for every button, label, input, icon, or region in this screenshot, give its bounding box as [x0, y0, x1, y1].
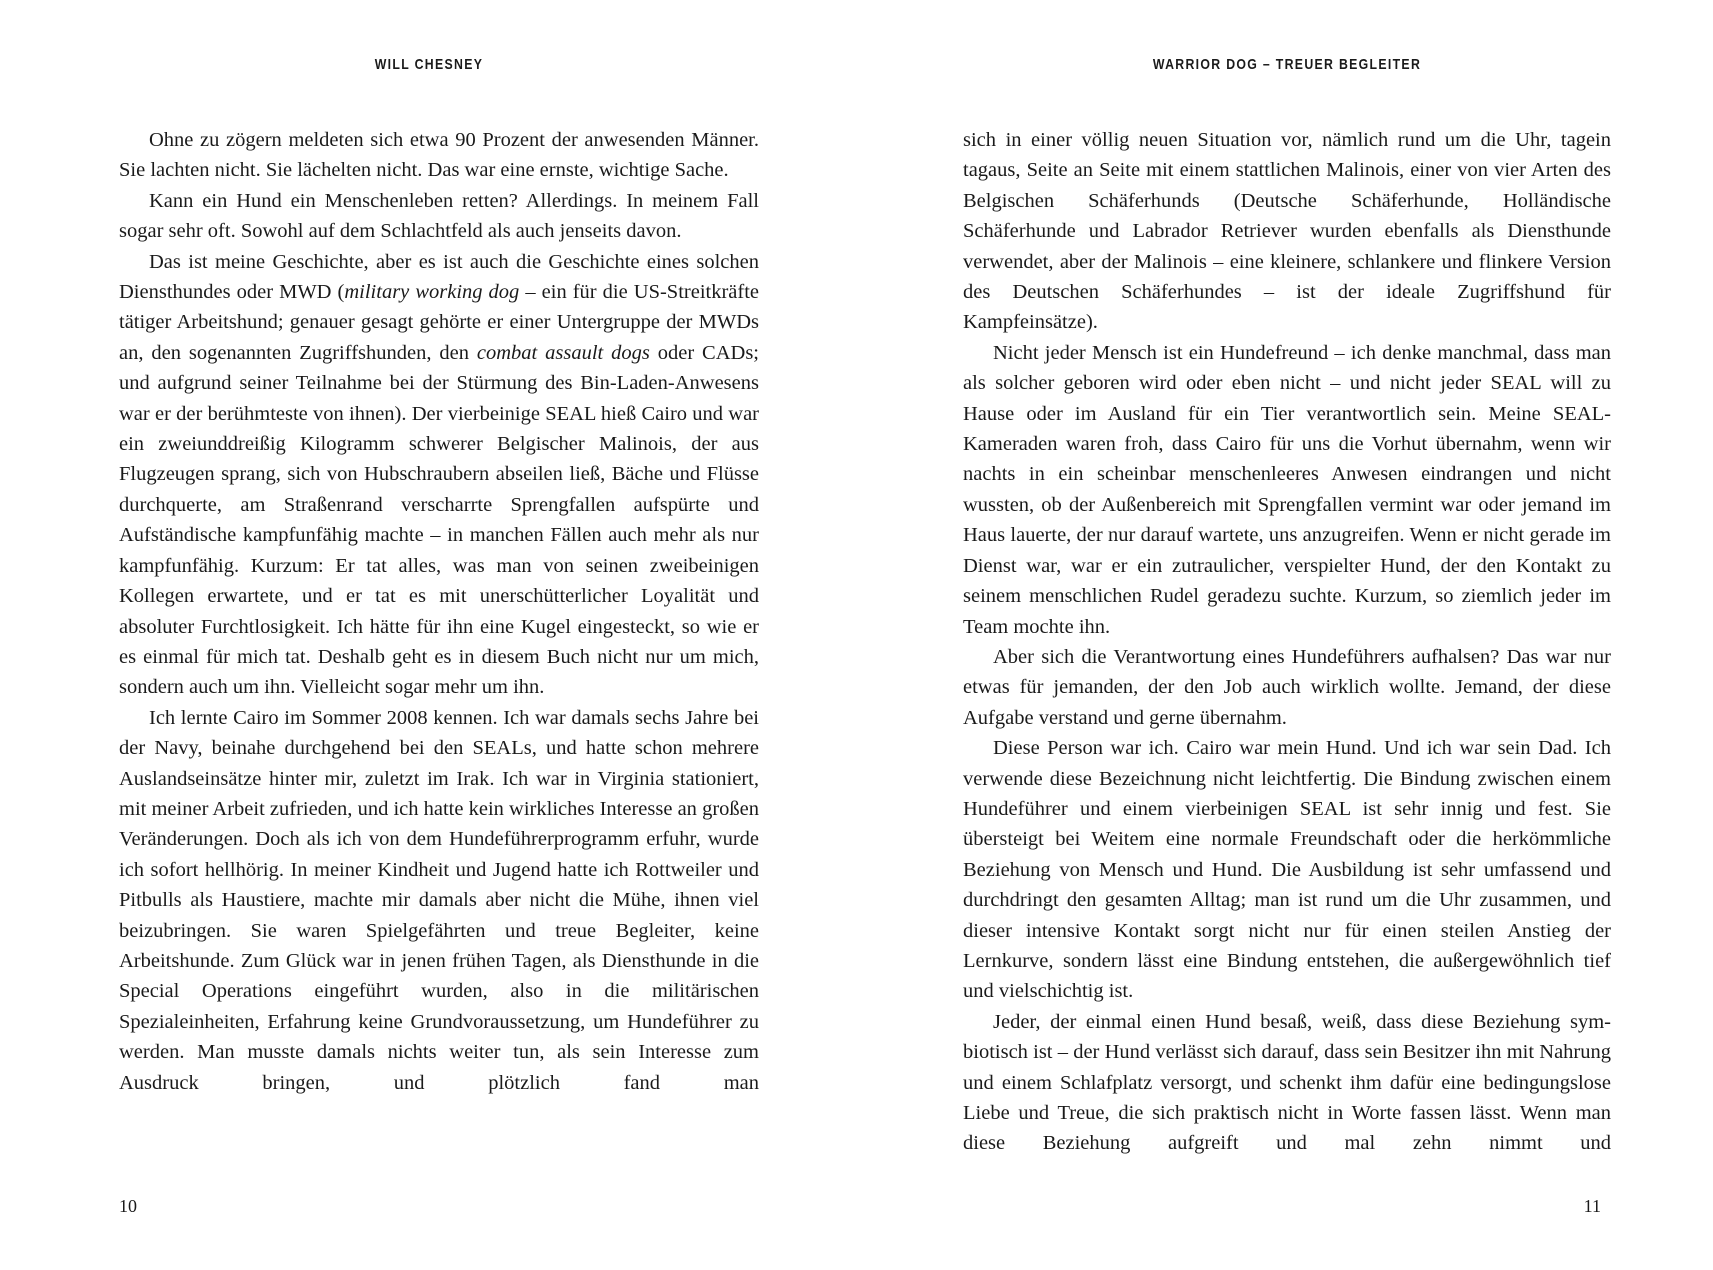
- paragraph: Jeder, der einmal einen Hund besaß, weiß, dass diese Beziehung symbiotisch ist – der Hund verlässt sich darauf, dass sein Besitzer ihn mit Nahrung und einem Schlafplatz versorgt, und schenkt ihm dafür eine bedingungslose Liebe und Treue, die sich praktisch nicht in Worte fassen lässt. Wenn man diese Beziehung aufgreift und mal zehn nimmt und: [963, 1010, 1611, 1155]
- paragraph-text: Das ist meine Geschichte, aber es ist auch die Geschichte eines solchen Diensthundes oder MWD (: [119, 250, 759, 304]
- page-number: 10: [119, 1196, 137, 1216]
- paragraph: Ohne zu zögern meldeten sich etwa 90 Prozent der anwesenden Männer. Sie lachten nicht. Sie lächelten nicht. Das war eine ernste, wichtige Sache.: [119, 129, 759, 182]
- right-page: [963, 0, 1611, 1270]
- page-number: 11: [1583, 1196, 1601, 1216]
- running-head-author: WILL CHESNEY: [374, 56, 484, 73]
- left-page-body: [119, 125, 759, 1098]
- paragraph: Ich lernte Cairo im Sommer 2008 kennen. Ich war damals sechs Jahre bei der Navy, beinahe durchgehend bei den SEALs, und hatte schon mehrere Auslandseinsätze hinter mir, zuletzt im Irak. Ich war in Virginia stationiert, mit meiner Arbeit zufrieden, und ich hatte kein wirkliches Interesse an großen Veränderungen. Doch als ich von dem Hundeführerprogramm erfuhr, wurde ich sofort hellhörig. In meiner Kindheit und Jugend hatte ich Rottweiler und Pitbulls als Haustiere, machte mir damals aber nicht die Mühe, ihnen viel beizubringen. Sie waren Spielgefährten und treue Begleiter, keine Arbeitshunde. Zum Glück war in jenen frühen Tagen, als Diensthunde in die Special Operations eingeführt wurden, also in die militärischen Spezialeinheiten, Erfahrung keine Grundvoraussetzung, um Hundeführer zu werden. Man musste damals nichts weiter tun, als sein Interesse zum Ausdruck bringen, und plötzlich fand man: [119, 706, 759, 1094]
- left-page: [119, 0, 759, 1270]
- right-page-body: [963, 125, 1611, 1159]
- paragraph: Nicht jeder Mensch ist ein Hundefreund – ich denke manchmal, dass man als solcher geboren wird oder eben nicht – und nicht jeder SEAL will zu Hause oder im Ausland für ein Tier verantwortlich sein. Meine SEAL-Kameraden waren froh, dass Cairo für uns die Vorhut übernahm, wenn wir nachts in ein scheinbar menschenleeres Anwesen eindrangen und nicht wussten, ob der Außenbereich mit Sprengfallen vermint war oder jemand im Haus lauerte, der nur darauf wartete, uns anzugreifen. Wenn er nicht gerade im Dienst war, war er ein zutraulicher, verspielter Hund, der den Kontakt zu seinem menschlichen Rudel geradezu suchte. Kurzum, so ziemlich jeder im Team mochte ihn.: [963, 341, 1611, 638]
- paragraph: [119, 247, 759, 703]
- italic-term: combat assault dogs: [476, 341, 650, 364]
- running-head-title: WARRIOR DOG – TREUER BEGLEITER: [1152, 56, 1422, 73]
- paragraph: Diese Person war ich. Cairo war mein Hund. Und ich war sein Dad. Ich verwende diese Bezeichnung nicht leichtfertig. Die Bindung zwischen einem Hundeführer und einem vierbeinigen SEAL ist sehr innig und fest. Sie übersteigt bei Weitem eine normale Freundschaft oder die herkömmliche Beziehung von Mensch und Hund. Die Ausbildung ist sehr umfassend und durchdringt den gesamten Alltag; man ist rund um die Uhr zusammen, und dieser intensive Kontakt sorgt nicht nur für einen steilen Anstieg der Lernkurve, sondern lässt eine Bindung entstehen, die außergewöhnlich tief und vielschichtig ist.: [963, 737, 1611, 1003]
- paragraph: Aber sich die Verantwortung eines Hundeführers aufhalsen? Das war nur etwas für jemanden, der den Job auch wirklich wollte. Jemand, der diese Aufgabe verstand und gerne übernahm.: [963, 645, 1611, 729]
- paragraph-text: oder CADs; und aufgrund seiner Teilnahme bei der Stürmung des Bin-Laden-Anwesens war er der berühmteste von ihnen). Der vierbeinige SEAL hieß Cairo und war ein zweiunddreißig Kilogramm schwerer Belgischer Malinois, der aus Flugzeugen sprang, sich von Hubschraubern abseilen ließ, Bäche und Flüsse durchquerte, am Straßenrand verscharrte Sprengfallen aufspürte und Aufständische kampfunfähig machte – in manchen Fällen auch mehr als nur kampfunfähig. Kurzum: Er tat alles, was man von seinen zweibeinigen Kollegen erwartete, und er tat es mit unerschütterlicher Loyalität und absoluter Furchtlosigkeit. Ich hätte für ihn eine Kugel eingesteckt, so wie er es einmal für mich tat. Deshalb geht es in diesem Buch nicht nur um mich, sondern auch um ihn. Vielleicht sogar mehr um ihn.: [119, 341, 759, 699]
- paragraph-text: – ein für die US-Streitkräfte tätiger Arbeitshund; genauer gesagt gehörte er einer Untergruppe der MWDs an, den sogenannten Zugriffshunden, den: [119, 281, 760, 364]
- paragraph: sich in einer völlig neuen Situation vor, nämlich rund um die Uhr, tagein tagaus, Seite an Seite mit einem stattlichen Malinois, einer von vier Arten des Belgischen Schäferhunds (Deutsche Schäferhunde, Holländische Schäferhunde und Labrador Retriever wurden ebenfalls als Diensthunde verwendet, aber der Malinois – eine kleinere, schlankere und flinkere Version des Deutschen Schäferhundes – ist der ideale Zugriffshund für Kampfeinsätze).: [963, 129, 1611, 334]
- italic-term: military working dog: [344, 281, 520, 304]
- paragraph: Kann ein Hund ein Menschenleben retten? Allerdings. In meinem Fall sogar sehr oft. Sowohl auf dem Schlachtfeld als auch jenseits davon.: [119, 189, 759, 243]
